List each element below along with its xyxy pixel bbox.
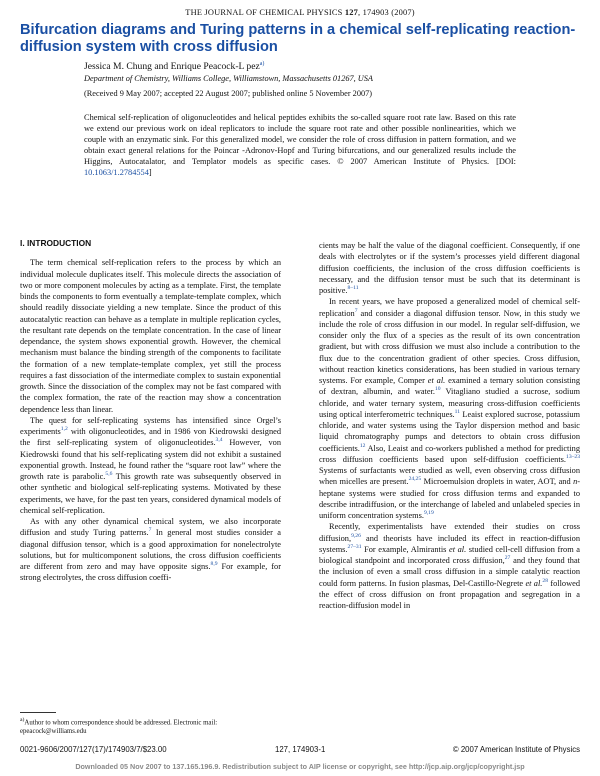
paragraph-text: Vitagliano studied a sucrose, sodium chloride, and water ternary system, measuring cross-diffusion coefficients using optical interferometric techniques. <box>319 387 580 419</box>
paragraph-text: -heptane systems were studied for cross diffusion terms and expanded to describe intradiffusion, or the interchange of labeled and unlabeled species in uniform concentration systems. <box>319 477 581 520</box>
paragraph-text: For example, Almirantis <box>361 544 450 554</box>
paragraph-text: The quest for self-replicating systems has intensified since Orgel’s experiments <box>20 415 281 436</box>
reference-link[interactable]: 5,6 <box>105 471 113 478</box>
reference-link[interactable]: 7 <box>354 307 358 314</box>
paragraph <box>319 521 580 611</box>
doi-prefix: [DOI: <box>496 157 516 167</box>
doi-suffix: ] <box>148 168 152 178</box>
abstract-copyright: © 2007 American Institute of Physics. <box>337 157 490 167</box>
reference-link[interactable]: 9,19 <box>423 510 434 517</box>
paragraph-text: cients may be half the value of the diagonal coefficient. Consequently, if one deals with electrolytes or if the system’s processes yield different diagonal diffusion coefficients, the inclusion of the cross diffusion coefficients is necessary, and the diffusion tensor must be such that its determinant is positive. <box>319 241 580 295</box>
paragraph-text: Recently, experimentalists have extended their studies on cross diffusion, <box>319 522 580 543</box>
reference-link[interactable]: 13–23 <box>566 453 580 460</box>
section-heading: I. INTRODUCTION <box>20 238 92 248</box>
footer-issn: 0021-9606/2007/127(17)/174903/7/$23.00 <box>20 745 167 754</box>
footnote <box>20 716 281 736</box>
paragraph <box>20 516 281 584</box>
doi-link[interactable]: 10.1063/1.2784554 <box>84 168 149 178</box>
footer-page-number: 127, 174903-1 <box>275 745 326 754</box>
paragraph-text: As with any other dynamical chemical system, we also incorporate diffusion and study Turing patterns. <box>20 517 281 538</box>
journal-volume: 127 <box>344 8 358 17</box>
paragraph-text: Also, Leaist and co-workers published a method for predicting cross diffusion coefficients based upon self-diffusion coefficients. <box>319 443 580 464</box>
right-column <box>319 240 580 611</box>
affiliation: Department of Chemistry, Williams College, Williamstown, Massachusetts 01267, USA <box>84 74 374 83</box>
reference-link[interactable]: 9,26 <box>351 532 361 539</box>
paragraph-text: studied cell-cell diffusion from a biological standpoint and incorporated cross diffusion, <box>319 544 580 565</box>
paragraph-text: For example, for strong electrolytes, the cross diffusion coeffi- <box>20 562 281 583</box>
paragraph-text: with oligonucleotides, and in 1986 von Kiedrowski designed the first self-replicating system of oligonucleotides. <box>20 427 281 448</box>
paragraph-text: Systems of surfactants were studied as well, even observing cross diffusion when micelles are present. <box>319 466 580 487</box>
paragraph-text: and consider a diagonal diffusion tensor. Now, in this study we include the role of cross diffusion in our model. In regular self-diffusion, we consider only the flux of a species as the result of its own concentration gradient, but with cross diffusion we must also include a contribution to the flux due to the concentration gradient of other species. Cross diffusion, without reaction kinetics considerations, has been studied in various ternary systems. For example, Comper <box>319 308 580 385</box>
italic-text: et al. <box>525 578 543 588</box>
italic-text: et al. <box>427 376 446 385</box>
paragraph <box>319 296 580 521</box>
footer-copyright: © 2007 American Institute of Physics <box>452 745 580 754</box>
paragraph-text: examined a ternary solution consisting of dextran, albumin, and water. <box>319 376 581 397</box>
running-head: THE JOURNAL OF CHEMICAL PHYSICS 127, 174903 (2007) <box>185 8 415 17</box>
reference-link[interactable]: 12 <box>359 442 366 449</box>
reference-link[interactable]: 3,4 <box>215 437 223 444</box>
reference-link[interactable]: 7 <box>148 527 152 534</box>
paragraph-text: followed the effect of cross diffusion on front propagation and segregation in a reaction-diffusion model in <box>319 578 580 610</box>
footnote-rule <box>20 712 56 713</box>
abstract <box>84 112 516 178</box>
paragraph-text: The term chemical self-replication refers to the process by which an individual molecule duplicates itself. This molecule directs the association of two or more component molecules by acting as a template. First, the template binds the components to form eventually a template-template complex, which should readily dissociate yielding a new template. Since the product of this autocatalytic reaction can behave as a template in multiple replication cycles, the resultant rate depends on the template concentration. In the case of linear dependance, the system shows exponential growth. However, the chemical mechanism must balance the binding strength of the components to facilitate the formation of a new template-template complex, yet still the process requires a fast dissociation of the intermediate complex to sustain exponential growth. Since the dissociation of the complex may not be fast compared with the complex formation, the rate of the reaction may show a concentration dependence less than linear. <box>20 258 281 414</box>
footnote-text: Author to whom correspondence should be addressed. Electronic mail: epeacock@williams.edu <box>20 719 218 735</box>
reference-link[interactable]: 27–31 <box>347 543 362 550</box>
paragraph-text: In recent years, we have proposed a generalized model of chemical self-replication <box>319 297 580 318</box>
reference-link[interactable]: 11 <box>454 408 461 415</box>
paragraph-text: Microemulsion droplets in water, AOT, and <box>421 477 574 487</box>
paragraph <box>319 240 580 296</box>
corresponding-author-mark[interactable]: a) <box>259 61 265 67</box>
paragraph <box>20 257 281 415</box>
reference-link[interactable]: 24,25 <box>408 476 422 483</box>
paragraph-text: and theorists have included its effect in reaction-diffusion systems. <box>319 533 580 554</box>
paragraph-text: However, von Kiedrowski found that his self-replicating system did not exhibit a sustained exponential growth. Instead, he found rather the “square root law” where the growth rate is parabolic. <box>20 438 281 481</box>
reference-link[interactable]: 27 <box>504 555 511 562</box>
paragraph-text: Leaist explored sucrose, potassium chloride, and water systems using the Taylor dispersion method and basic liquid chromatography pumps and detectors to obtain cross diffusion coefficients. <box>319 409 580 453</box>
paragraph-text: and they found that the inclusion of even a small cross diffusion in a simple catalytic reaction could form patterns. In fusion plasmas, Del-Castillo-Negrete <box>319 556 581 588</box>
left-column <box>20 238 281 584</box>
footnote-mark: a) <box>20 717 25 723</box>
paragraph <box>20 415 281 516</box>
journal-name: THE JOURNAL OF CHEMICAL PHYSICS <box>185 8 343 17</box>
journal-citation: 174903 (2007) <box>362 8 415 17</box>
paragraph-text: In general most studies consider a diagonal diffusion tensor, which is a good approximation for nonelectrolyte solutions, but for multicomponent solutions, the cross diffusion coefficients are different from zero and may have opposite signs. <box>20 528 281 571</box>
italic-text: et al. <box>449 544 467 554</box>
reference-link[interactable]: 10 <box>434 386 441 393</box>
paragraph-text: This growth rate was subsequently observed in other synthetic and biological self-replicating systems. Motivated by these experiments, we have, for the past ten years, considered dynamical models of chemical self-replication. <box>20 472 281 515</box>
italic-text: n <box>573 477 578 487</box>
reference-link[interactable]: 8,9 <box>210 561 218 568</box>
received-dates: (Received 9 May 2007; accepted 22 August 2007; published online 5 November 2007) <box>84 89 373 98</box>
author-line <box>84 61 264 72</box>
abstract-text: Chemical self-replication of oligonucleotides and helical peptides exhibits the so-called square root rate law. Based on this rate we extend our previous work on ideal replicators to include the square root rate and other possible nonlinearities, which we couple with an enzymatic sink. For this generalized model, we consider the role of cross diffusion in pattern formation, and we obtain exact general relations for the Poincar -Adronov-Hopf and Turing bifurcations, and our generalized results include the Higgins, Autocatalator, and Templator models as specific cases. <box>84 113 516 167</box>
reference-link[interactable]: 8–11 <box>347 285 359 292</box>
authors: Jessica M. Chung and Enrique Peacock-L pez <box>84 61 260 73</box>
download-notice: Downloaded 05 Nov 2007 to 137.165.196.9. Redistribution subject to AIP license or copyright, see http://jcp.aip.org/jcp/copyright.jsp <box>75 762 525 771</box>
reference-link[interactable]: 1,2 <box>60 426 68 433</box>
article-title: Bifurcation diagrams and Turing patterns in a chemical self-replicating reaction-diffusion system with cross diffusion <box>20 22 576 55</box>
reference-link[interactable]: 28 <box>542 577 548 584</box>
